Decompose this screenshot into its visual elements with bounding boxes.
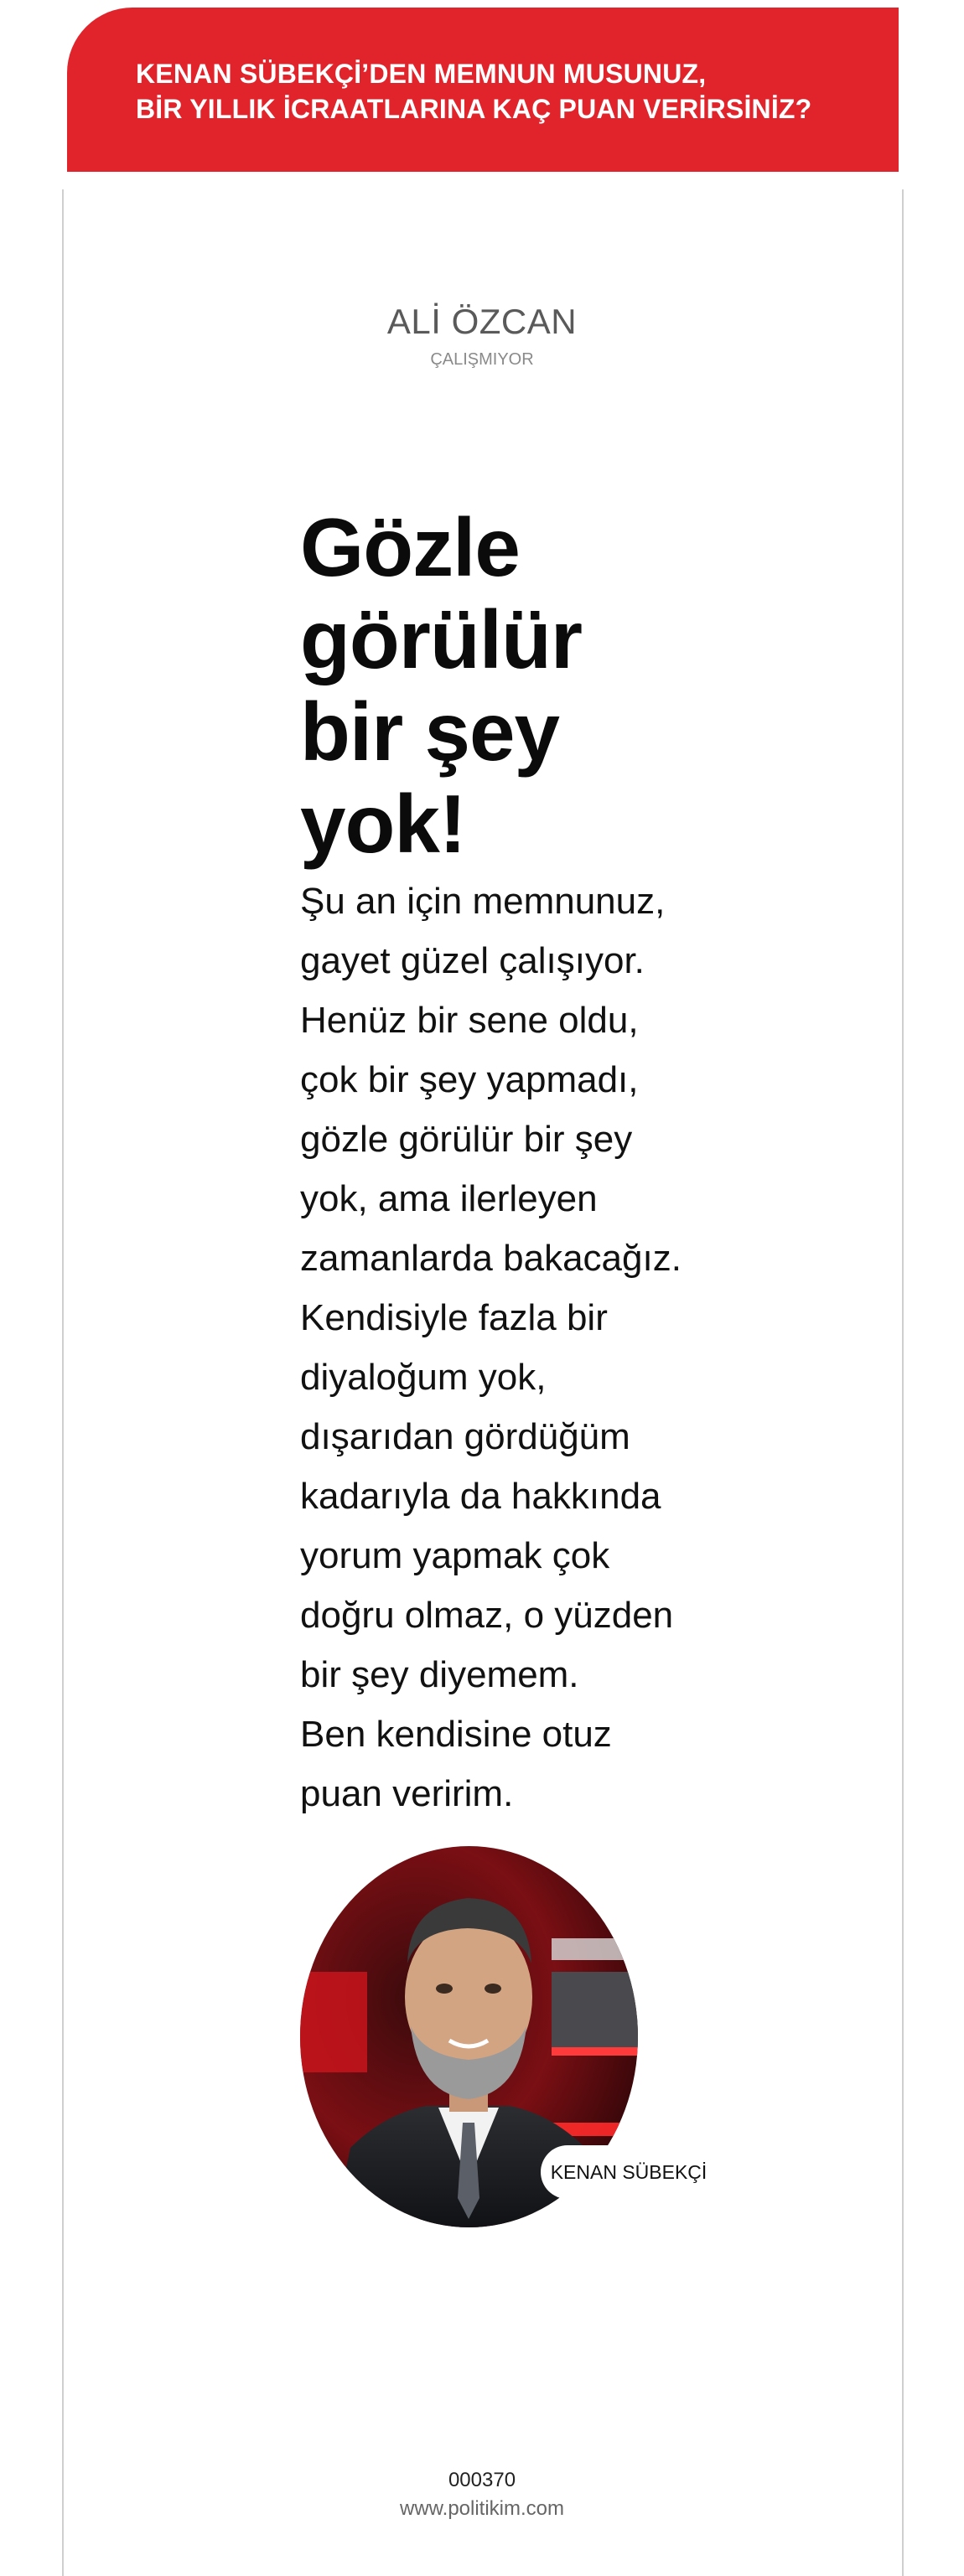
body-line: doğru olmaz, o yüzden — [300, 1595, 674, 1636]
respondent-name: ALİ ÖZCAN — [386, 302, 578, 341]
body-line: gözle görülür bir şey — [300, 1119, 633, 1160]
body-line: puan veririm. — [300, 1773, 514, 1814]
body-line: yorum yapmak çok — [300, 1535, 610, 1576]
body-line: diyaloğum yok, — [300, 1357, 547, 1398]
body-line: zamanlarda bakacağız. — [300, 1238, 682, 1279]
response-body — [300, 872, 719, 1823]
banner-line-2: BİR YILLIK İCRAATLARINA KAÇ PUAN VERİRSİNİZ? — [136, 94, 812, 124]
headline-quote — [300, 501, 652, 870]
body-line: bir şey diyemem. — [300, 1654, 579, 1695]
photo-caption: KENAN SÜBEKÇİ — [541, 2145, 717, 2199]
body-line: Henüz bir sene oldu, — [300, 1000, 639, 1041]
body-line: Şu an için memnunuz, — [300, 881, 666, 922]
body-line: kadarıyla da hakkında — [300, 1476, 661, 1517]
body-line: çok bir şey yapmadı, — [300, 1059, 639, 1100]
right-border-rule — [902, 189, 904, 2576]
footer-code: 000370 — [448, 2469, 516, 2491]
banner-line-1: KENAN SÜBEKÇİ’DEN MEMNUN MUSUNUZ, — [136, 59, 707, 89]
headline-line: yok! — [300, 778, 466, 870]
body-line: yok, ama ilerleyen — [300, 1178, 598, 1219]
headline-line: Gözle — [300, 501, 520, 593]
headline-line: bir şey — [300, 685, 559, 778]
body-line: dışarıdan gördüğüm — [300, 1416, 630, 1457]
left-border-rule — [62, 189, 64, 2576]
headline-line: görülür — [300, 593, 582, 685]
body-line: Kendisiyle fazla bir — [300, 1297, 608, 1338]
body-line: gayet güzel çalışıyor. — [300, 940, 645, 981]
respondent-status: ÇALIŞMIYOR — [430, 350, 534, 369]
body-line: Ben kendisine otuz — [300, 1714, 612, 1755]
question-banner — [67, 8, 899, 172]
footer-url: www.politikim.com — [399, 2497, 565, 2520]
